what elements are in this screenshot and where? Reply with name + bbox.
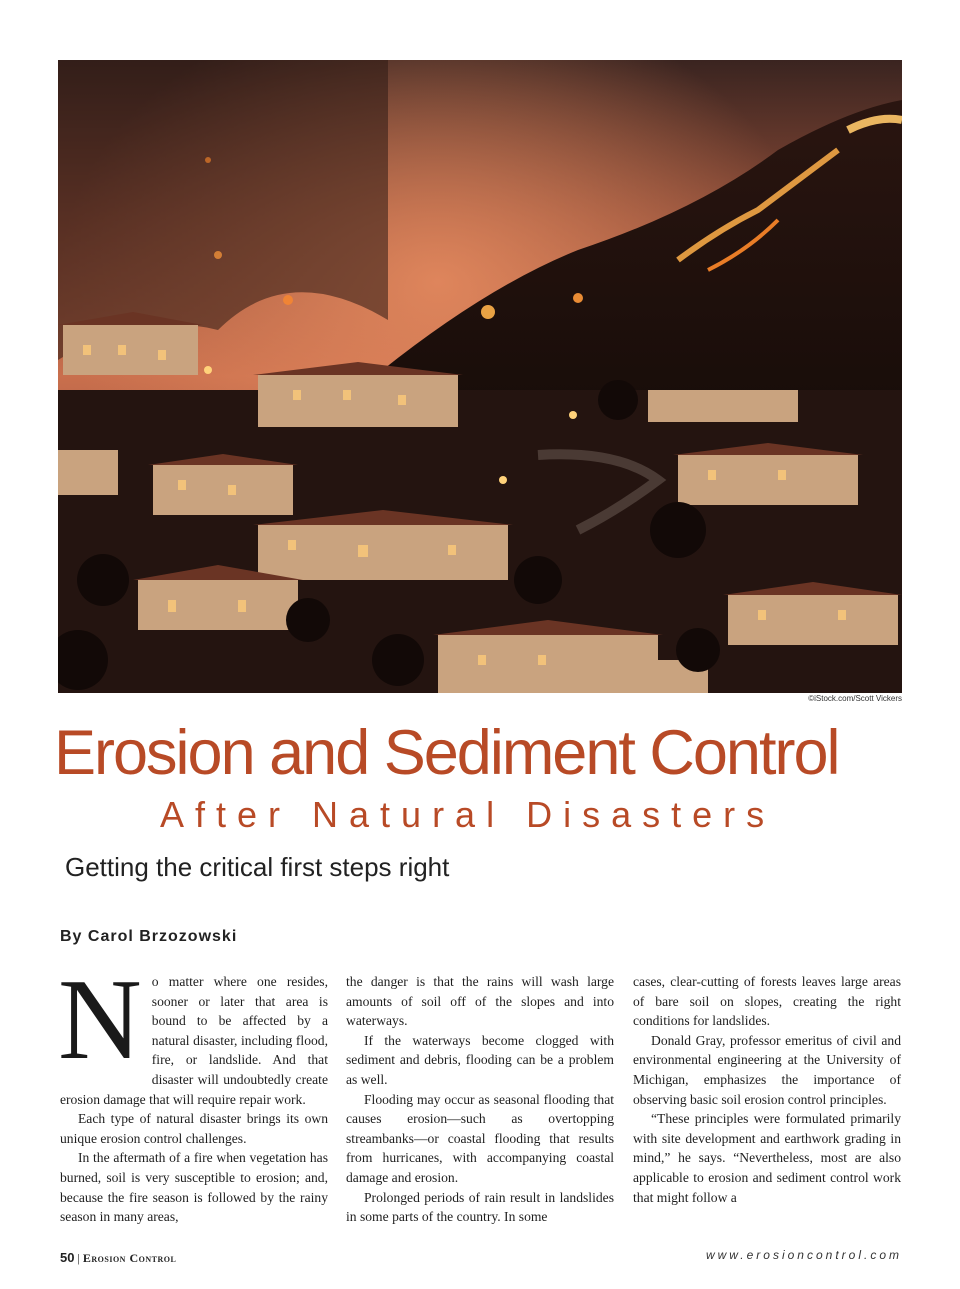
paragraph-text: o matter where one resides, sooner or later that area is bound to be affected by a natural disaster, including flood, fire, or landslide. And that disaster will undoubtedly create erosion damage that will require repair work. [60, 974, 328, 1107]
paragraph: Flooding may occur as seasonal flooding that causes erosion—such as overtopping streambanks—or coastal flooding that results from hurricanes, with accompanying coastal damage and erosion. [346, 1091, 614, 1185]
wildfire-photo [58, 60, 902, 693]
body-column-3 [633, 972, 901, 1207]
magazine-name: Erosion Control [82, 1251, 177, 1265]
paragraph: the danger is that the rains will wash large amounts of soil off of the slopes and into waterways. [346, 974, 614, 1029]
paragraph: If the waterways become clogged with sediment and debris, flooding can be a problem as well. [346, 1032, 614, 1087]
article-byline: By Carol Brzozowski [60, 928, 238, 945]
page-number: 50 [60, 1250, 75, 1265]
website-url: www.erosioncontrol.com [705, 1248, 902, 1262]
paragraph: In the aftermath of a fire when vegetation has burned, soil is very susceptible to erosion; and, because the fire season is followed by the rainy season in many areas, [60, 1150, 328, 1225]
paragraph: Donald Gray, professor emeritus of civil and environmental engineering at the University of Michigan, emphasizes the importance of observing basic soil erosion control principles. [633, 1032, 901, 1107]
footer-separator: | [77, 1251, 80, 1265]
wildfire-hillside-houses-image [58, 60, 902, 693]
body-column-2 [346, 972, 614, 1227]
paragraph: Prolonged periods of rain result in landslides in some parts of the country. In some [346, 1189, 614, 1225]
article-title: Erosion and Sediment Control [54, 718, 839, 788]
paragraph: Each type of natural disaster brings its own unique erosion control challenges. [60, 1111, 328, 1146]
paragraph: “These principles were formulated primarily with site development and earthwork grading in mind,” he says. “Nevertheless, most are also applicable to erosion and sediment control work that might follow a [633, 1111, 901, 1205]
paragraph [58, 956, 328, 1109]
article-deck: Getting the critical first steps right [65, 852, 450, 882]
page-footer [60, 1250, 176, 1266]
article-subtitle: After Natural Disasters [160, 794, 776, 835]
paragraph: cases, clear-cutting of forests leaves large areas of bare soil on slopes, creating the right conditions for landslides. [633, 974, 901, 1029]
drop-cap: N [58, 956, 142, 1084]
photo-credit: ©iStock.com/Scott Vickers [808, 694, 902, 703]
body-column-1 [58, 956, 328, 1227]
